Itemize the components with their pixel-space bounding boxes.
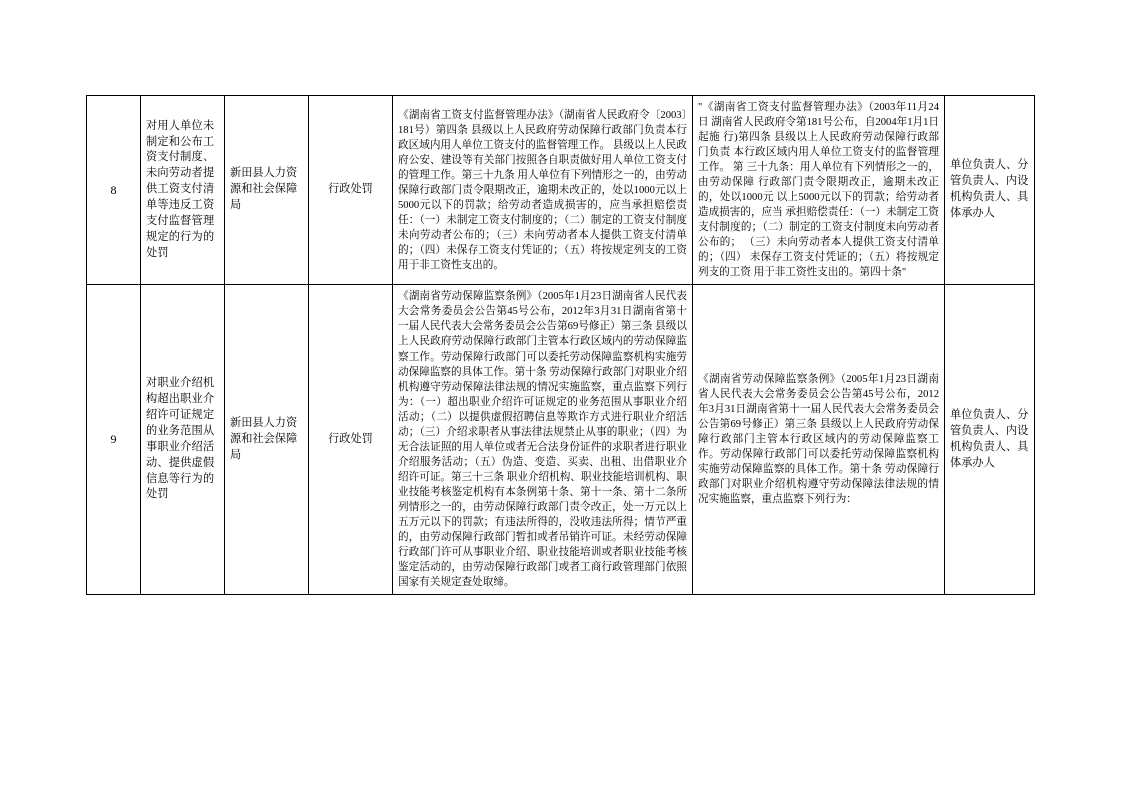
row-legal-text: 《湖南省劳动保障监察条例》（2005年1月23日湖南省人民代表大会常务委员会公告第45号公布，2012年3月31日湖南省第十一届人民代表大会常务委员会公告第69号修正）第三条 县级以上人民政府劳动保障行政部门主管本行政区域内的劳动保障监察工作。劳动保障行政部门可以委托劳动保障监察机构实施劳动保障监察的具体工作。第十条 劳动保障行政部门对职业介绍机构遵守劳动保障法律法规的情况实施监察，重点监察下列行为： <box>693 285 945 595</box>
row-type: 行政处罚 <box>309 96 393 285</box>
row-responsible-parties: 单位负责人、分管负责人、内设机构负责人、具体承办人 <box>945 96 1035 285</box>
row-item-name: 对职业介绍机构超出职业介绍许可证规定的业务范围从事职业介绍活动、提供虚假信息等行为的处罚 <box>141 285 225 595</box>
table-row <box>87 96 1035 285</box>
row-item-name: 对用人单位未制定和公布工资支付制度、未向劳动者提供工资支付清单等违反工资支付监督管理规定的行为的处罚 <box>141 96 225 285</box>
row-legal-text: "《湖南省工资支付监督管理办法》（2003年11月24日 湖南省人民政府令第181号公布，自2004年1月1日起施 行)第四条 县级以上人民政府劳动保障行政部门负责 本行政区域内用人单位工资支付的监督管理工作。 第 三十九条：用人单位有下列情形之一的，由劳动保障 行政部门责令限期改正，逾期未改正的，处以1000元 以上5000元以下的罚款；给劳动者造成损害的，应当 承担赔偿责任：（一）未制定工资支付制度的；（二）制定的工资支付制度未向劳动者公布的； （三）未向劳动者本人提供工资支付清单的；（四） 未保存工资支付凭证的；（五）将按规定列支的工资 用于非工资性支出的。第四十条" <box>693 96 945 285</box>
row-organization: 新田县人力资源和社会保障局 <box>225 285 309 595</box>
row-legal-basis: 《湖南省工资支付监督管理办法》（湖南省人民政府令〔2003〕181号）第四条 县级以上人民政府劳动保障行政部门负责本行政区域内用人单位工资支付的监督管理工作。 县级以上人民政府公安、建设等有关部门按照各自职责做好用人单位工资支付的管理工作。第三十九条 用人单位有下列情形之一的，由劳动保障行政部门责令限期改正，逾期未改正的，处以1000元以上5000元以下的罚款；给劳动者造成损害的，应当承担赔偿责任：（一）未制定工资支付制度的；（二）制定的工资支付制度未向劳动者公布的；（三）未向劳动者本人提供工资支付清单的；（四）未保存工资支付凭证的；（五）将按规定列支的工资用于非工资性支出的。 <box>393 96 693 285</box>
row-organization: 新田县人力资源和社会保障局 <box>225 96 309 285</box>
row-legal-basis: 《湖南省劳动保障监察条例》（2005年1月23日湖南省人民代表大会常务委员会公告第45号公布，2012年3月31日湖南省第十一届人民代表大会常务委员会公告第69号修正）第三条 县级以上人民政府劳动保障行政部门主管本行政区域内的劳动保障监察工作。劳动保障行政部门可以委托劳动保障监察机构实施劳动保障监察的具体工作。第十条 劳动保障行政部门对职业介绍机构遵守劳动保障法律法规的情况实施监察，重点监察下列行为：（一）超出职业介绍许可证规定的业务范围从事职业介绍活动；（二）以提供虚假招聘信息等欺诈方式进行职业介绍活动；（三）介绍求职者从事法律法规禁止从事的职业；（四）为无合法证照的用人单位或者无合法身份证件的求职者进行职业介绍服务活动；（五）伪造、变造、买卖、出租、出借职业介绍许可证。第三十三条 职业介绍机构、职业技能培训机构、职业技能考核鉴定机构有本条例第十条、第十一条、第十二条所列情形之一的，由劳动保障行政部门责令改正，处一万元以上五万元以下的罚款；有违法所得的，没收违法所得；情节严重的，由劳动保障行政部门暂扣或者吊销许可证。未经劳动保障行政部门许可从事职业介绍、职业技能培训或者职业技能考核鉴定活动的，由劳动保障行政部门或者工商行政管理部门依照国家有关规定查处取缔。 <box>393 285 693 595</box>
row-type: 行政处罚 <box>309 285 393 595</box>
table-row <box>87 285 1035 595</box>
row-number: 9 <box>87 285 141 595</box>
row-responsible-parties: 单位负责人、分管负责人、内设机构负责人、具体承办人 <box>945 285 1035 595</box>
row-number: 8 <box>87 96 141 285</box>
regulation-table <box>86 95 1035 595</box>
